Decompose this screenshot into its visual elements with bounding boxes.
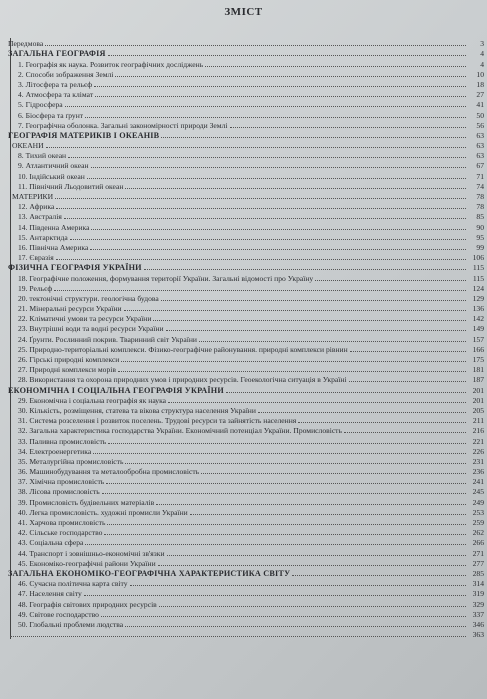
dot-leader [93,453,466,454]
dot-leader [166,330,466,331]
page-number: 4 [480,59,484,69]
entry-title: 31. Система розселення і розвиток поселень. Трудові ресурси та зайнятість населення [18,416,297,426]
page-number: 56 [476,120,484,130]
page-title: ЗМІСТ [224,6,263,18]
toc-entry [8,313,484,323]
toc-entry [8,333,484,343]
entry-title: ФІЗИЧНА ГЕОГРАФІЯ УКРАЇНИ [8,263,142,273]
dot-leader [344,432,466,433]
dot-leader [153,320,466,321]
page-number: 129 [472,293,484,303]
page-number: 95 [476,232,484,242]
entry-title: 50. Глобальні проблеми людства [18,619,124,629]
toc-entry [8,517,484,527]
toc-entry [8,578,484,588]
toc-entry [8,496,484,506]
entry-title: 14. Південна Америка [18,222,90,232]
dot-leader [167,555,466,556]
page-number: 211 [472,416,484,426]
entry-title: 4. Атмосфера та клімат [18,90,94,100]
entry-title: 15. Антарктида [18,232,68,242]
dot-leader [125,188,466,189]
dot-leader [156,504,466,505]
page-number: 187 [472,375,484,385]
page-number: 67 [476,161,484,171]
page-number: 201 [472,385,484,395]
entry-title: 7. Географічна оболонка. Загальні закономірності природи Землі [18,120,228,130]
entry-title: 28. Використання та охорона природних умов і природних ресурсів. Геоекологічна ситуація в Україні [18,375,347,385]
entry-title: 27. Природні комплекси морів [18,365,116,375]
entry-title: 20. тектонічні структури. геологічна будова [18,293,159,303]
toc-entry [8,191,484,201]
page-number: 201 [472,395,484,405]
toc-entry [8,456,484,466]
toc-entry [8,598,484,608]
entry-title: 41. Харчова промисловість [18,518,106,527]
toc-entry [8,99,484,109]
toc-entry [8,507,484,517]
entry-title: 45. Економіко-географічні райони України [18,558,156,568]
entry-title: 12. Африка [18,202,55,212]
page-number: 236 [472,467,484,477]
entry-title: 39. Промисловість будівельних матеріалів [18,497,155,507]
toc-section-heading [8,384,484,394]
dot-leader [230,127,467,128]
toc-entry [8,58,484,68]
page-number: 285 [472,568,484,578]
dot-leader [54,290,466,291]
dot-leader [55,198,466,199]
dot-leader [45,45,466,46]
entry-title: 3. Літосфера та рельєф [18,79,93,89]
toc-entry [8,466,484,476]
dot-leader [292,575,466,576]
entry-title: 34. Електроенергетика [18,446,92,456]
dot-leader [101,616,466,617]
dot-leader [46,147,466,148]
page-number: 115 [472,273,484,283]
dot-leader [84,595,466,596]
page-number: 181 [472,365,484,375]
entry-title: 47. Населення світу [18,589,82,599]
toc-entry [8,395,484,405]
toc-entry [8,160,484,170]
toc-entry [8,558,484,568]
entry-title: 30. Кількість, розміщення, статева та вікова структура населення України [18,405,256,415]
dot-leader [130,585,466,586]
dot-leader [118,371,466,372]
toc-entry [8,232,484,242]
entry-title: ЗАГАЛЬНА ГЕОГРАФІЯ [8,49,106,59]
page-number: 363 [472,630,484,640]
entry-title: 5. Гідросфера [18,100,63,110]
page-number: 157 [472,334,484,344]
dot-leader [95,96,466,97]
entry-title: 29. Економічна і соціальна географія як наука [18,395,167,405]
page-number: 149 [472,324,484,334]
dot-leader [158,565,466,566]
page-number: 63 [476,151,484,161]
page-number: 205 [472,405,484,415]
entry-title: ОКЕАНИ [12,141,44,151]
dot-leader [201,473,466,474]
entry-title: 37. Хімічна промисловість [18,477,105,487]
entry-title: 43. Соціальна сфера [18,538,84,548]
entry-title: ЗАГАЛЬНА ЕКОНОМІКО-ГЕОГРАФІЧНА ХАРАКТЕРИСТИКА СВІТУ [8,568,291,578]
dot-leader [168,402,466,403]
entry-title: 48. Географія світових природних ресурсів [18,599,157,609]
toc-entry [8,354,484,364]
dot-leader [108,443,466,444]
entry-title: 13. Австралія [18,212,62,222]
dot-leader [258,412,466,413]
page-number: 78 [476,192,484,201]
toc-entry [8,272,484,282]
page-number: 41 [476,100,484,110]
toc-entry [8,221,484,231]
entry-title: 36. Машинобудування та металообробна промисловість [18,467,200,477]
toc-entry [8,242,484,252]
page-number: 136 [472,304,484,314]
dot-leader [91,167,466,168]
page-number: 337 [472,609,484,619]
entry-title: 25. Природно-територіальні комплекси. Фізико-географічне районування. природні комплекси рівнин [18,344,348,354]
toc-section-heading [8,262,484,272]
dot-leader [315,280,466,281]
toc-entry [8,79,484,89]
entry-title: 8. Тихий океан [18,151,67,161]
entry-title: 32. Загальна характеристика господарства України. Економічний потенціал України. Промисловість [18,426,342,436]
toc-entry [8,303,484,313]
dot-leader [56,259,466,260]
toc-entry [8,150,484,160]
dot-leader [64,218,466,219]
entry-title: ЕКОНОМІЧНА І СОЦІАЛЬНА ГЕОГРАФІЯ УКРАЇНИ [8,385,224,395]
page-number: 99 [476,242,484,252]
dot-leader [298,422,466,423]
page-number: 85 [476,212,484,222]
toc-entry [8,374,484,384]
toc-entry [8,211,484,221]
entry-title: 6. Біосфера та ґрунт [18,110,84,120]
dot-leader [91,229,466,230]
toc-entry [8,588,484,598]
toc-entry [8,446,484,456]
entry-title: Передмова [8,39,44,49]
dot-leader [190,514,466,515]
toc-entry [8,609,484,619]
page-number: 329 [472,599,484,609]
dot-leader [85,544,466,545]
dot-leader [107,524,466,525]
entry-title: 19. Рельєф [18,283,53,293]
toc-entry [8,323,484,333]
page-number: 166 [472,344,484,354]
toc-entry [8,425,484,435]
toc-section-heading [8,48,484,58]
dot-leader [144,269,466,270]
entry-title: 18. Географічне положення, формування території України. Загальні відомості про Україну [18,273,314,283]
entry-title: 10. Індійський океан [18,171,85,181]
toc-entry [8,283,484,293]
entry-title: 2. Способи зображення Землі [18,69,114,79]
dot-leader [102,493,466,494]
page-number: 266 [472,538,484,548]
page-number: 314 [472,579,484,589]
entry-title: 42. Сільське господарство [18,528,103,538]
page-number: 241 [472,477,484,487]
toc-entry [8,181,484,191]
page-number: 216 [472,426,484,436]
toc-entry [8,537,484,547]
toc-entry [8,252,484,262]
dot-leader [68,157,466,158]
entry-title: 9. Атлантичний океан [18,161,89,171]
toc-entry [8,109,484,119]
toc-entry [8,476,484,486]
dot-leader [87,178,466,179]
dot-leader [124,310,466,311]
entry-title: 33. Паливна промисловість [18,436,107,446]
entry-title: ГЕОГРАФІЯ МАТЕРИКІВ І ОКЕАНІВ [8,130,160,140]
dot-leader [159,606,466,607]
page-number: 262 [472,528,484,538]
dot-leader [350,351,466,352]
dot-leader [349,381,466,382]
page-number: 3 [480,39,484,49]
toc-entry [8,120,484,130]
toc-entry [8,38,484,48]
page-number: 346 [472,619,484,629]
toc-entry [8,415,484,425]
toc-entry [8,619,484,629]
toc-entry [8,293,484,303]
toc-entry [8,69,484,79]
toc-entry [8,629,484,639]
toc-entry [8,527,484,537]
toc-entry [8,201,484,211]
entry-title: 17. Євразія [18,253,54,263]
dot-leader [161,137,466,138]
entry-title: 24. Ґрунти. Рослинний покрив. Тваринний світ України [18,334,197,344]
page-number: 90 [476,222,484,232]
dot-leader [85,117,466,118]
entry-title: 49. Світове господарство [18,609,99,619]
dot-leader [106,483,466,484]
page-number: 27 [476,90,484,100]
dot-leader [161,300,466,301]
toc-entry [8,89,484,99]
page-number: 50 [476,110,484,120]
entry-title: 1. Географія як наука. Розвиток географічних досліджень [18,59,204,69]
toc-entry [8,140,484,150]
dot-leader [90,249,466,250]
page-number: 277 [472,558,484,568]
dot-leader [70,239,466,240]
dot-leader [121,361,466,362]
page-number: 271 [472,548,484,558]
dot-leader [125,463,466,464]
page-number: 10 [476,69,484,79]
toc-section-heading [8,568,484,578]
entry-title: 26. Гірські природні комплекси [18,355,120,364]
page-number: 259 [472,518,484,527]
dot-leader [65,106,466,107]
entry-title: 11. Північний Льодовитий океан [18,181,124,191]
entry-title: 44. Транспорт і зовнішньо-економічні зв'язки [18,548,165,558]
toc-entry [8,405,484,415]
table-of-contents [8,38,484,639]
entry-title: 23. Внутрішні води та водні ресурси України [18,324,164,334]
dot-leader [199,341,466,342]
toc-entry [8,486,484,496]
page-number: 106 [472,253,484,263]
entry-title: МАТЕРИКИ [12,192,54,201]
dot-leader [10,636,466,637]
page-number: 63 [476,141,484,151]
page-number: 231 [472,456,484,466]
page-number: 175 [472,355,484,364]
page-number: 115 [472,263,484,273]
toc-entry [8,435,484,445]
toc-entry [8,344,484,354]
entry-title: 35. Металургійна промисловість [18,456,124,466]
dot-leader [115,76,466,77]
entry-title: 40. Легка промисловість. художні промисли України [18,507,188,517]
dot-leader [56,208,466,209]
page-number: 249 [472,497,484,507]
page-number: 226 [472,446,484,456]
entry-title: 22. Кліматичні умови та ресурси України [18,314,152,324]
page-number: 4 [480,49,484,59]
page-number: 142 [472,314,484,324]
entry-title: 21. Мінеральні ресурси України [18,304,122,314]
toc-section-heading [8,130,484,140]
page-number: 74 [476,181,484,191]
toc-entry [8,364,484,374]
dot-leader [226,392,466,393]
entry-title: 16. Північна Америка [18,242,89,252]
page-number: 18 [476,79,484,89]
dot-leader [94,86,466,87]
dot-leader [125,626,466,627]
page-number: 124 [472,283,484,293]
page-number: 319 [472,589,484,599]
entry-title: 38. Лісова промисловість [18,487,100,497]
page-number: 245 [472,487,484,497]
entry-title: 46. Сучасна політична карта світу [18,579,128,589]
page-number: 63 [476,130,484,140]
page-number: 78 [476,202,484,212]
toc-entry [8,170,484,180]
page-number: 71 [476,171,484,181]
dot-leader [205,66,466,67]
toc-entry [8,547,484,557]
page-number: 253 [472,507,484,517]
dot-leader [104,534,466,535]
dot-leader [108,55,466,56]
page-number: 221 [472,436,484,446]
